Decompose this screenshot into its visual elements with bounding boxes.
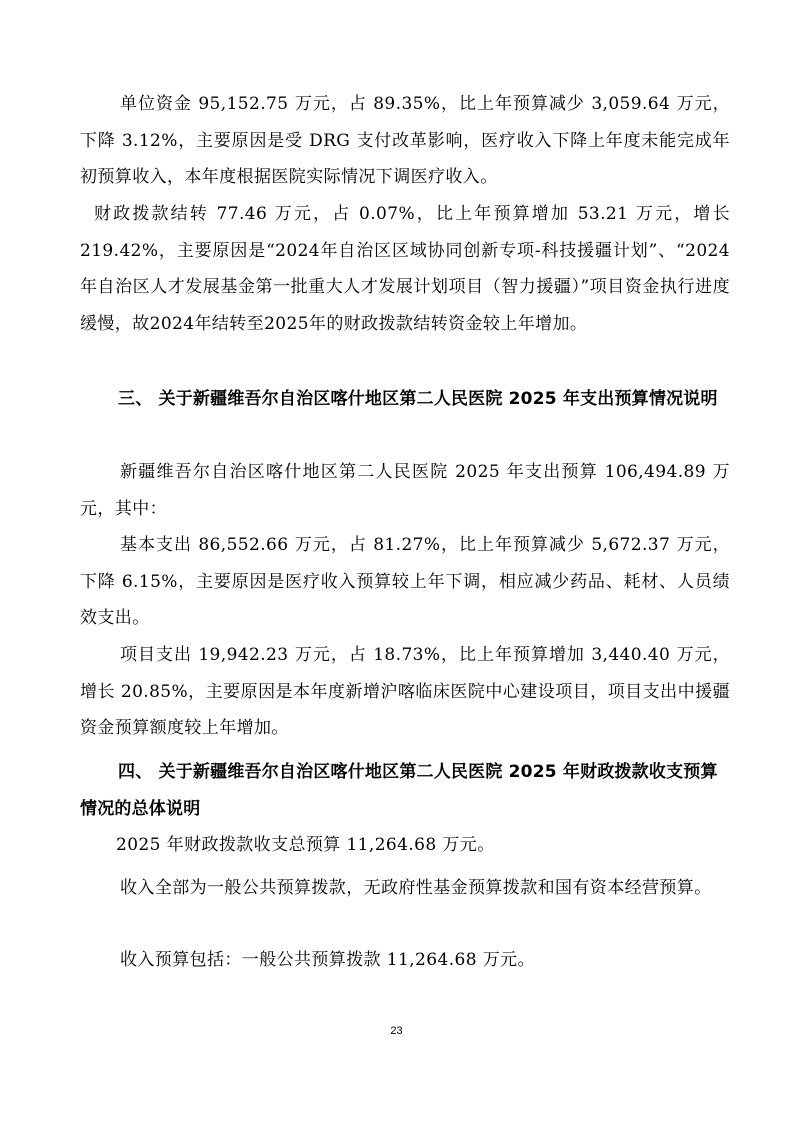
paragraph-fiscal-carryover: 财政拨款结转 77.46 万元，占 0.07%，比上年预算增加 53.21 万元，增长 219.42%，主要原因是“2024年自治区区域协同创新专项-科技援疆计划”、“2024年自治区人才发展基金第一批重大人才发展计划项目（智力援疆）”项目资金执行进度缓慢，故2024年结转至2025年的财政拨款结转资金较上年增加。: [80, 204, 730, 334]
paragraph-project-expenditure: 项目支出 19,942.23 万元，占 18.73%，比上年预算增加 3,440.40 万元，增长 20.85%，主要原因是本年度新增沪喀临床医院中心建设项目，项目支出中援疆资金预算额度较上年增加。: [80, 645, 730, 738]
paragraph-expenditure-total: 新疆维吾尔自治区喀什地区第二人民医院 2025 年支出预算 106,494.89 万元，其中：: [80, 462, 730, 519]
paragraph-income-composition: 收入全部为一般公共预算拨款，无政府性基金预算拨款和国有资本经营预算。: [120, 878, 712, 898]
paragraph-fiscal-total: 2025 年财政拨款收支总预算 11,264.68 万元。: [116, 835, 495, 855]
paragraph-unit-funds: 单位资金 95,152.75 万元，占 89.35%，比上年预算减少 3,059.64 万元，下降 3.12%，主要原因是受 DRG 支付改革影响，医疗收入下降上年度未能完成年初预算收入，本年度根据医院实际情况下调医疗收入。: [80, 94, 730, 187]
section-heading-4: 四、 关于新疆维吾尔自治区喀什地区第二人民医院 2025 年财政拨款收支预算情况的总体说明: [80, 762, 718, 819]
section-heading-3: 三、 关于新疆维吾尔自治区喀什地区第二人民医院 2025 年支出预算情况说明: [118, 389, 718, 409]
paragraph-income-budget: 收入预算包括：一般公共预算拨款 11,264.68 万元。: [120, 950, 535, 970]
paragraph-basic-expenditure: 基本支出 86,552.66 万元，占 81.27%，比上年预算减少 5,672.37 万元，下降 6.15%，主要原因是医疗收入预算较上年下调，相应减少药品、耗材、人员绩效支出。: [80, 535, 730, 628]
page-number: 23: [390, 1025, 403, 1037]
